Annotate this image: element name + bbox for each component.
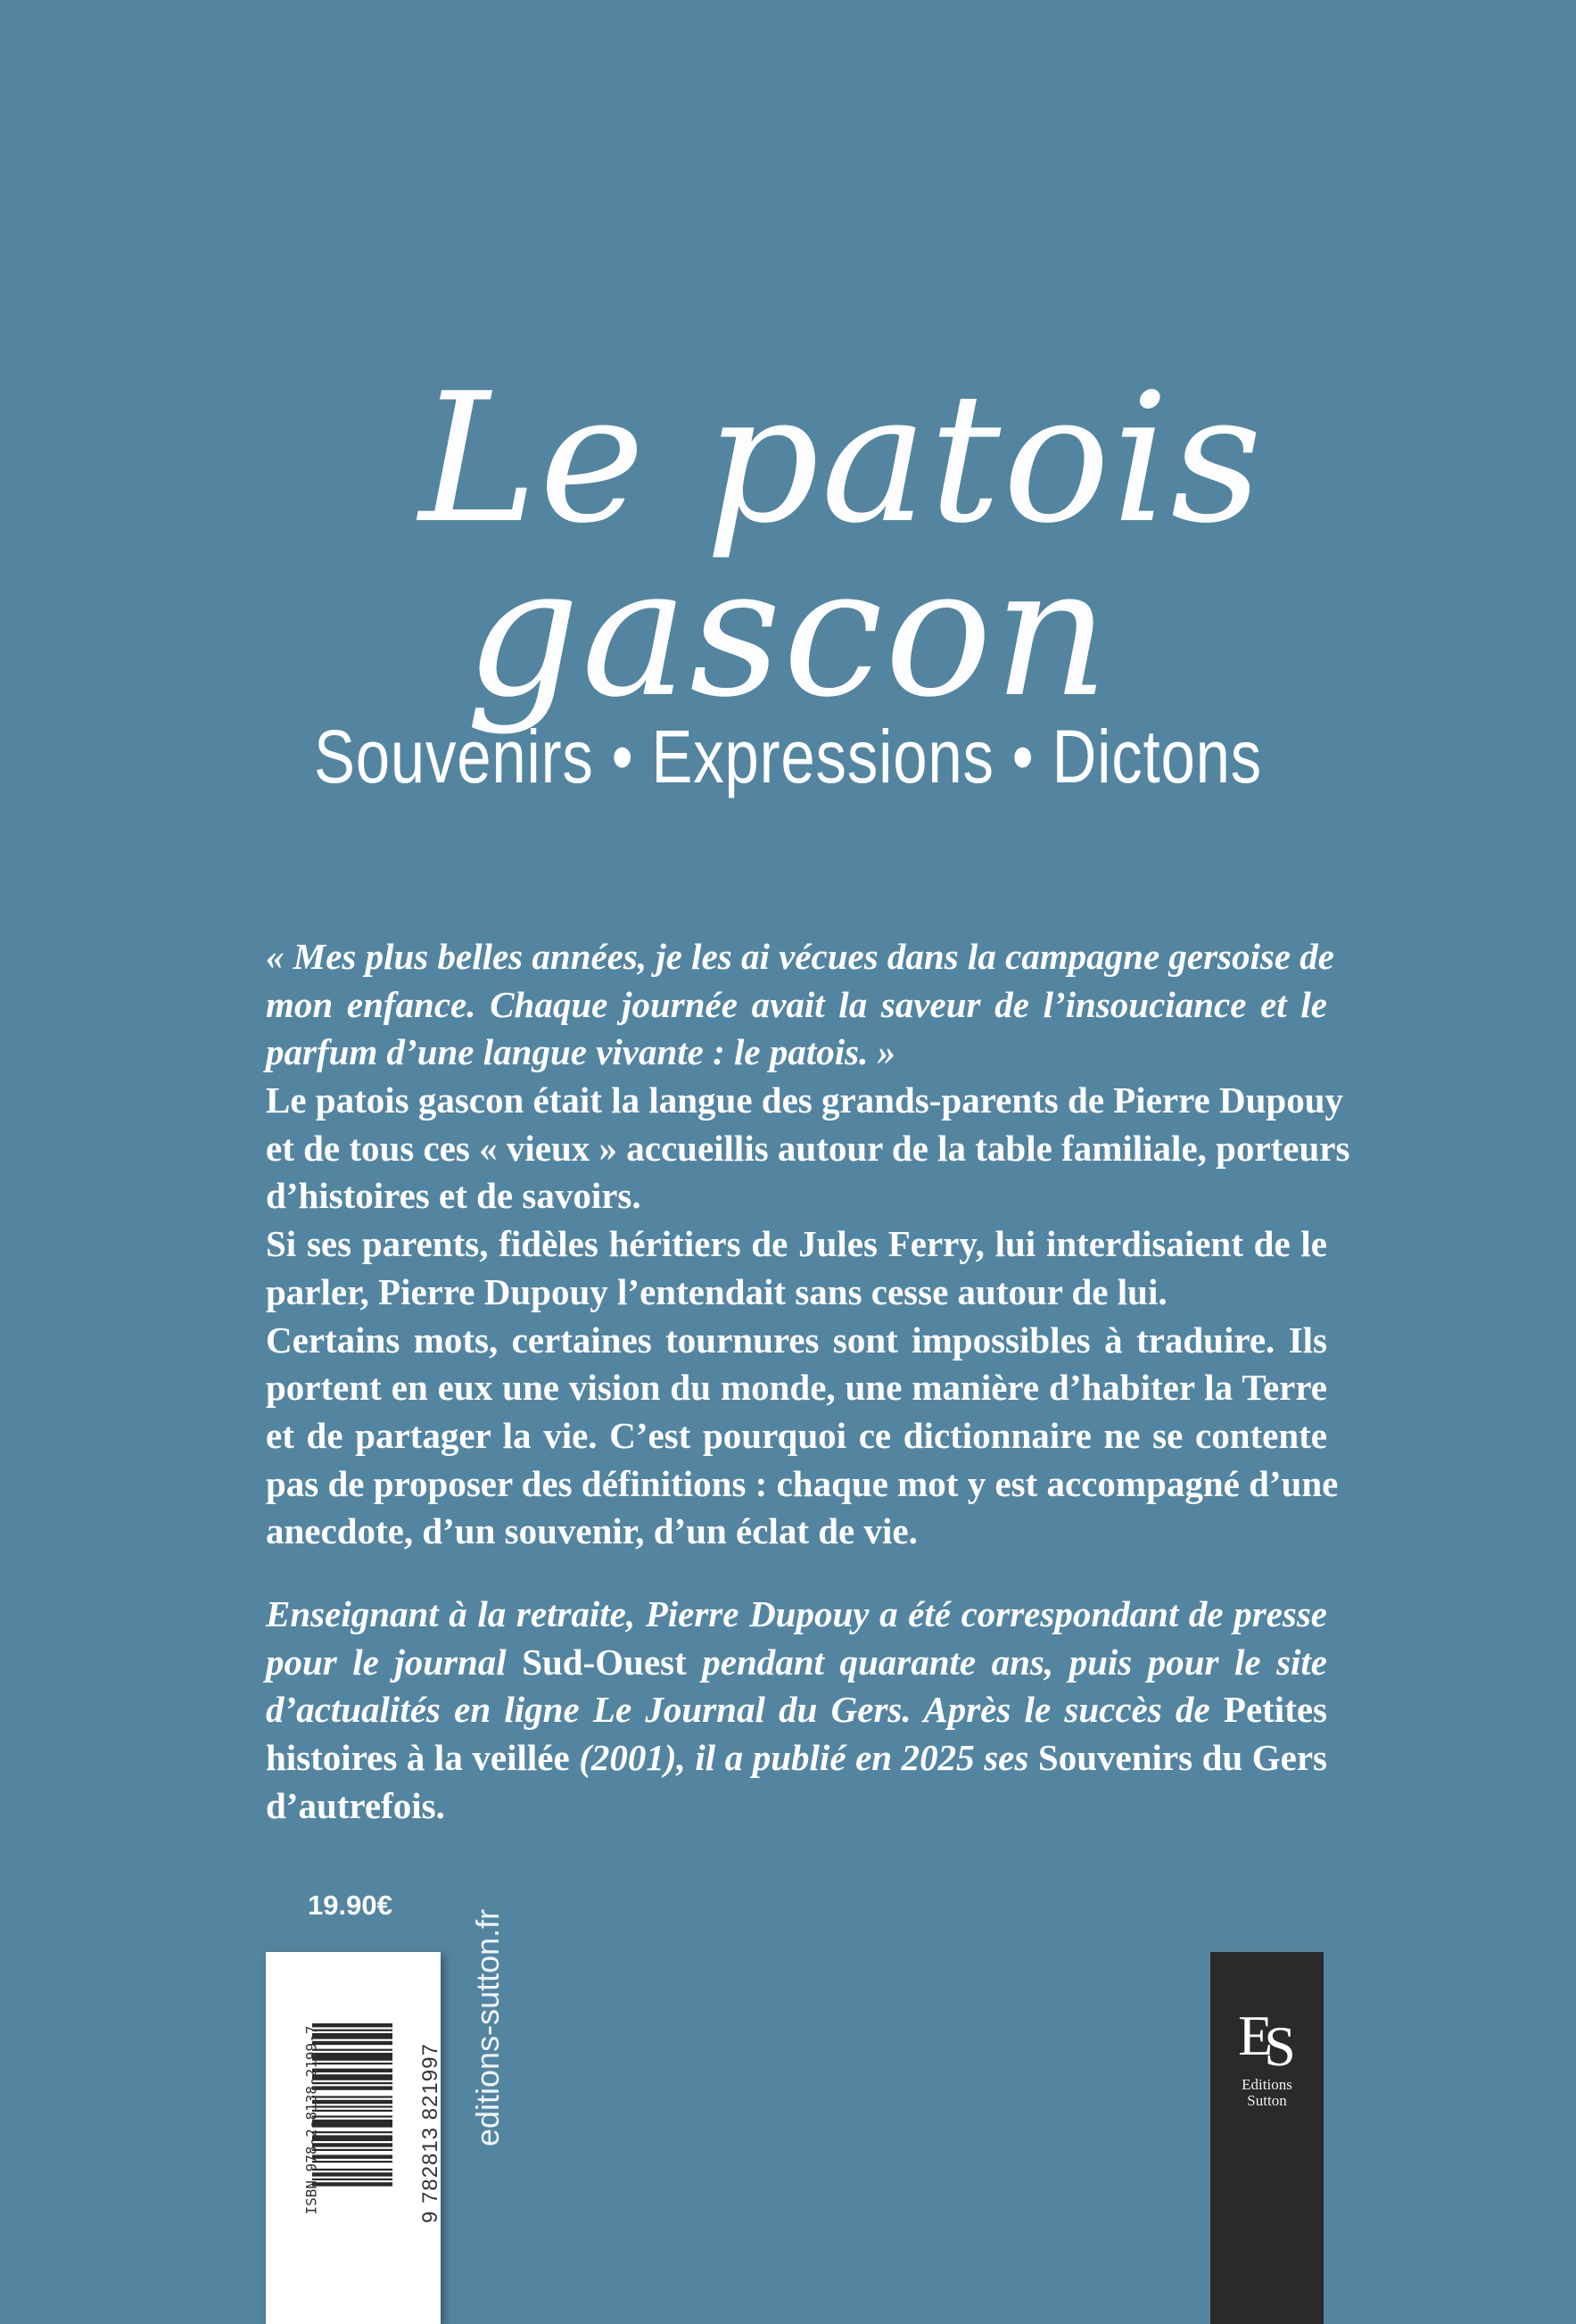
text-line (266, 1686, 1327, 1734)
barcode-bar (312, 2169, 392, 2171)
barcode-bar (312, 2182, 392, 2186)
text-segment: d’histoires et de savoirs. (266, 1175, 641, 1217)
text-line (266, 1172, 1327, 1220)
text-segment: et de partager la vie. C’est pourquoi ce dictionnaire ne se contente (266, 1414, 1327, 1456)
text-line (266, 1269, 1327, 1317)
author-bio-text (266, 1591, 1327, 1830)
barcode-bar (312, 2096, 392, 2097)
text-line (266, 1364, 1327, 1412)
text-segment: (2001), il a publié en 2025 ses (579, 1737, 1038, 1779)
text-line (266, 981, 1327, 1030)
barcode-bar (312, 2023, 392, 2027)
text-line (266, 1508, 1327, 1556)
book-title-line-2: gascon (465, 529, 1111, 737)
text-line (266, 1317, 1327, 1365)
text-line (266, 1639, 1327, 1687)
text-line (266, 1077, 1344, 1125)
barcode-panel (266, 1952, 441, 2324)
blurb-text (266, 933, 1350, 1556)
book-title-line-1: Le patois (418, 355, 1265, 563)
barcode-bar (312, 2115, 392, 2117)
barcode-bar (312, 2100, 392, 2104)
publisher-name-line-1: Editions (1242, 2076, 1292, 2093)
text-line (266, 1460, 1339, 1509)
text-segment: Souvenirs du Gers (1037, 1737, 1328, 1779)
text-segment: pour le journal (266, 1641, 523, 1683)
barcode-bar (312, 2074, 392, 2080)
publisher-logo-mark (1210, 2004, 1324, 2078)
barcode-bar (312, 2082, 392, 2084)
barcode-bar (312, 2041, 392, 2045)
logo-letter-s: S (1264, 2014, 1296, 2078)
barcode-bar (312, 2161, 392, 2163)
text-segment: pendant quarante ans, puis pour le site (702, 1641, 1328, 1683)
barcode-bar (312, 2172, 392, 2176)
publisher-name-line-2: Sutton (1247, 2092, 1287, 2109)
text-segment: Enseignant à la retraite, Pierre Dupouy a été correspondant de presse (266, 1593, 1327, 1634)
text-line (266, 1734, 1327, 1782)
text-line (266, 1029, 1327, 1077)
barcode-bar (312, 2033, 392, 2039)
text-segment: anecdote, d’un souvenir, d’un éclat de vie. (266, 1510, 918, 1552)
barcode-bar (312, 2131, 392, 2133)
text-segment: pas de proposer des définitions : chaque mot y est accompagné d’une (266, 1462, 1339, 1504)
publisher-logo-panel (1210, 1952, 1324, 2324)
text-line (266, 1412, 1327, 1460)
text-segment: Si ses parents, fidèles héritiers de Jules Ferry, lui interdisaient de le (266, 1223, 1327, 1265)
barcode-bar (312, 2053, 392, 2061)
barcode-image (312, 2023, 401, 2211)
barcode-bar (312, 2049, 392, 2051)
barcode-bar (312, 2154, 392, 2158)
barcode-bar (312, 2086, 392, 2089)
barcode-bar (312, 2110, 392, 2112)
text-line (266, 1591, 1327, 1639)
price-label: 19.90€ (308, 1890, 392, 1921)
text-segment: d’actualités en ligne Le Journal du Gers. Après le succès de (266, 1689, 1224, 1731)
publisher-website: editions-sutton.fr (469, 1908, 506, 2146)
barcode-bar (312, 2030, 392, 2031)
text-segment: parler, Pierre Dupouy l’entendait sans cesse autour de lui. (266, 1270, 1168, 1312)
text-segment: portent en eux une vision du monde, une manière d’habiter la Terre (266, 1367, 1327, 1409)
barcode-bar (312, 2069, 392, 2072)
text-line (266, 933, 1335, 981)
text-segment: mon enfance. Chaque journée avait la saveur de l’insouciance et le (266, 983, 1327, 1025)
book-subtitle: Souvenirs • Expressions • Dictons (313, 715, 1262, 798)
barcode-bar (312, 2179, 392, 2180)
barcode-bar (312, 2105, 392, 2107)
text-segment: Petites (1223, 1689, 1327, 1731)
text-line (266, 1782, 1327, 1831)
text-line (266, 1125, 1350, 1173)
barcode-bar (312, 2135, 392, 2141)
text-segment: Le patois gascon était la langue des grands-parents de Pierre Dupouy (266, 1079, 1344, 1121)
text-segment: d’autrefois. (266, 1784, 445, 1826)
logo-letter-e: E (1238, 2004, 1274, 2067)
text-segment: Certains mots, certaines tournures sont impossibles à traduire. Ils (266, 1319, 1327, 1360)
text-segment: Sud-Ouest (522, 1641, 703, 1683)
barcode-bar (312, 2120, 392, 2128)
isbn-label: ISBN 978-2-8138-2199-7 (302, 2025, 320, 2215)
text-segment: histoires à la veillée (266, 1737, 580, 1779)
ean-digits: 9 782813 821997 (418, 2043, 442, 2223)
barcode-bar (312, 2063, 392, 2064)
text-line (266, 1220, 1327, 1269)
text-segment: « Mes plus belles années, je les ai vécues dans la campagne gersoise de (266, 936, 1335, 977)
barcode-bar (312, 2143, 392, 2146)
text-segment: parfum d’une langue vivante : le patois. » (266, 1031, 896, 1073)
text-segment: et de tous ces « vieux » accueillis autour de la table familiale, porteurs (266, 1127, 1350, 1169)
barcode-bar (312, 2149, 392, 2151)
